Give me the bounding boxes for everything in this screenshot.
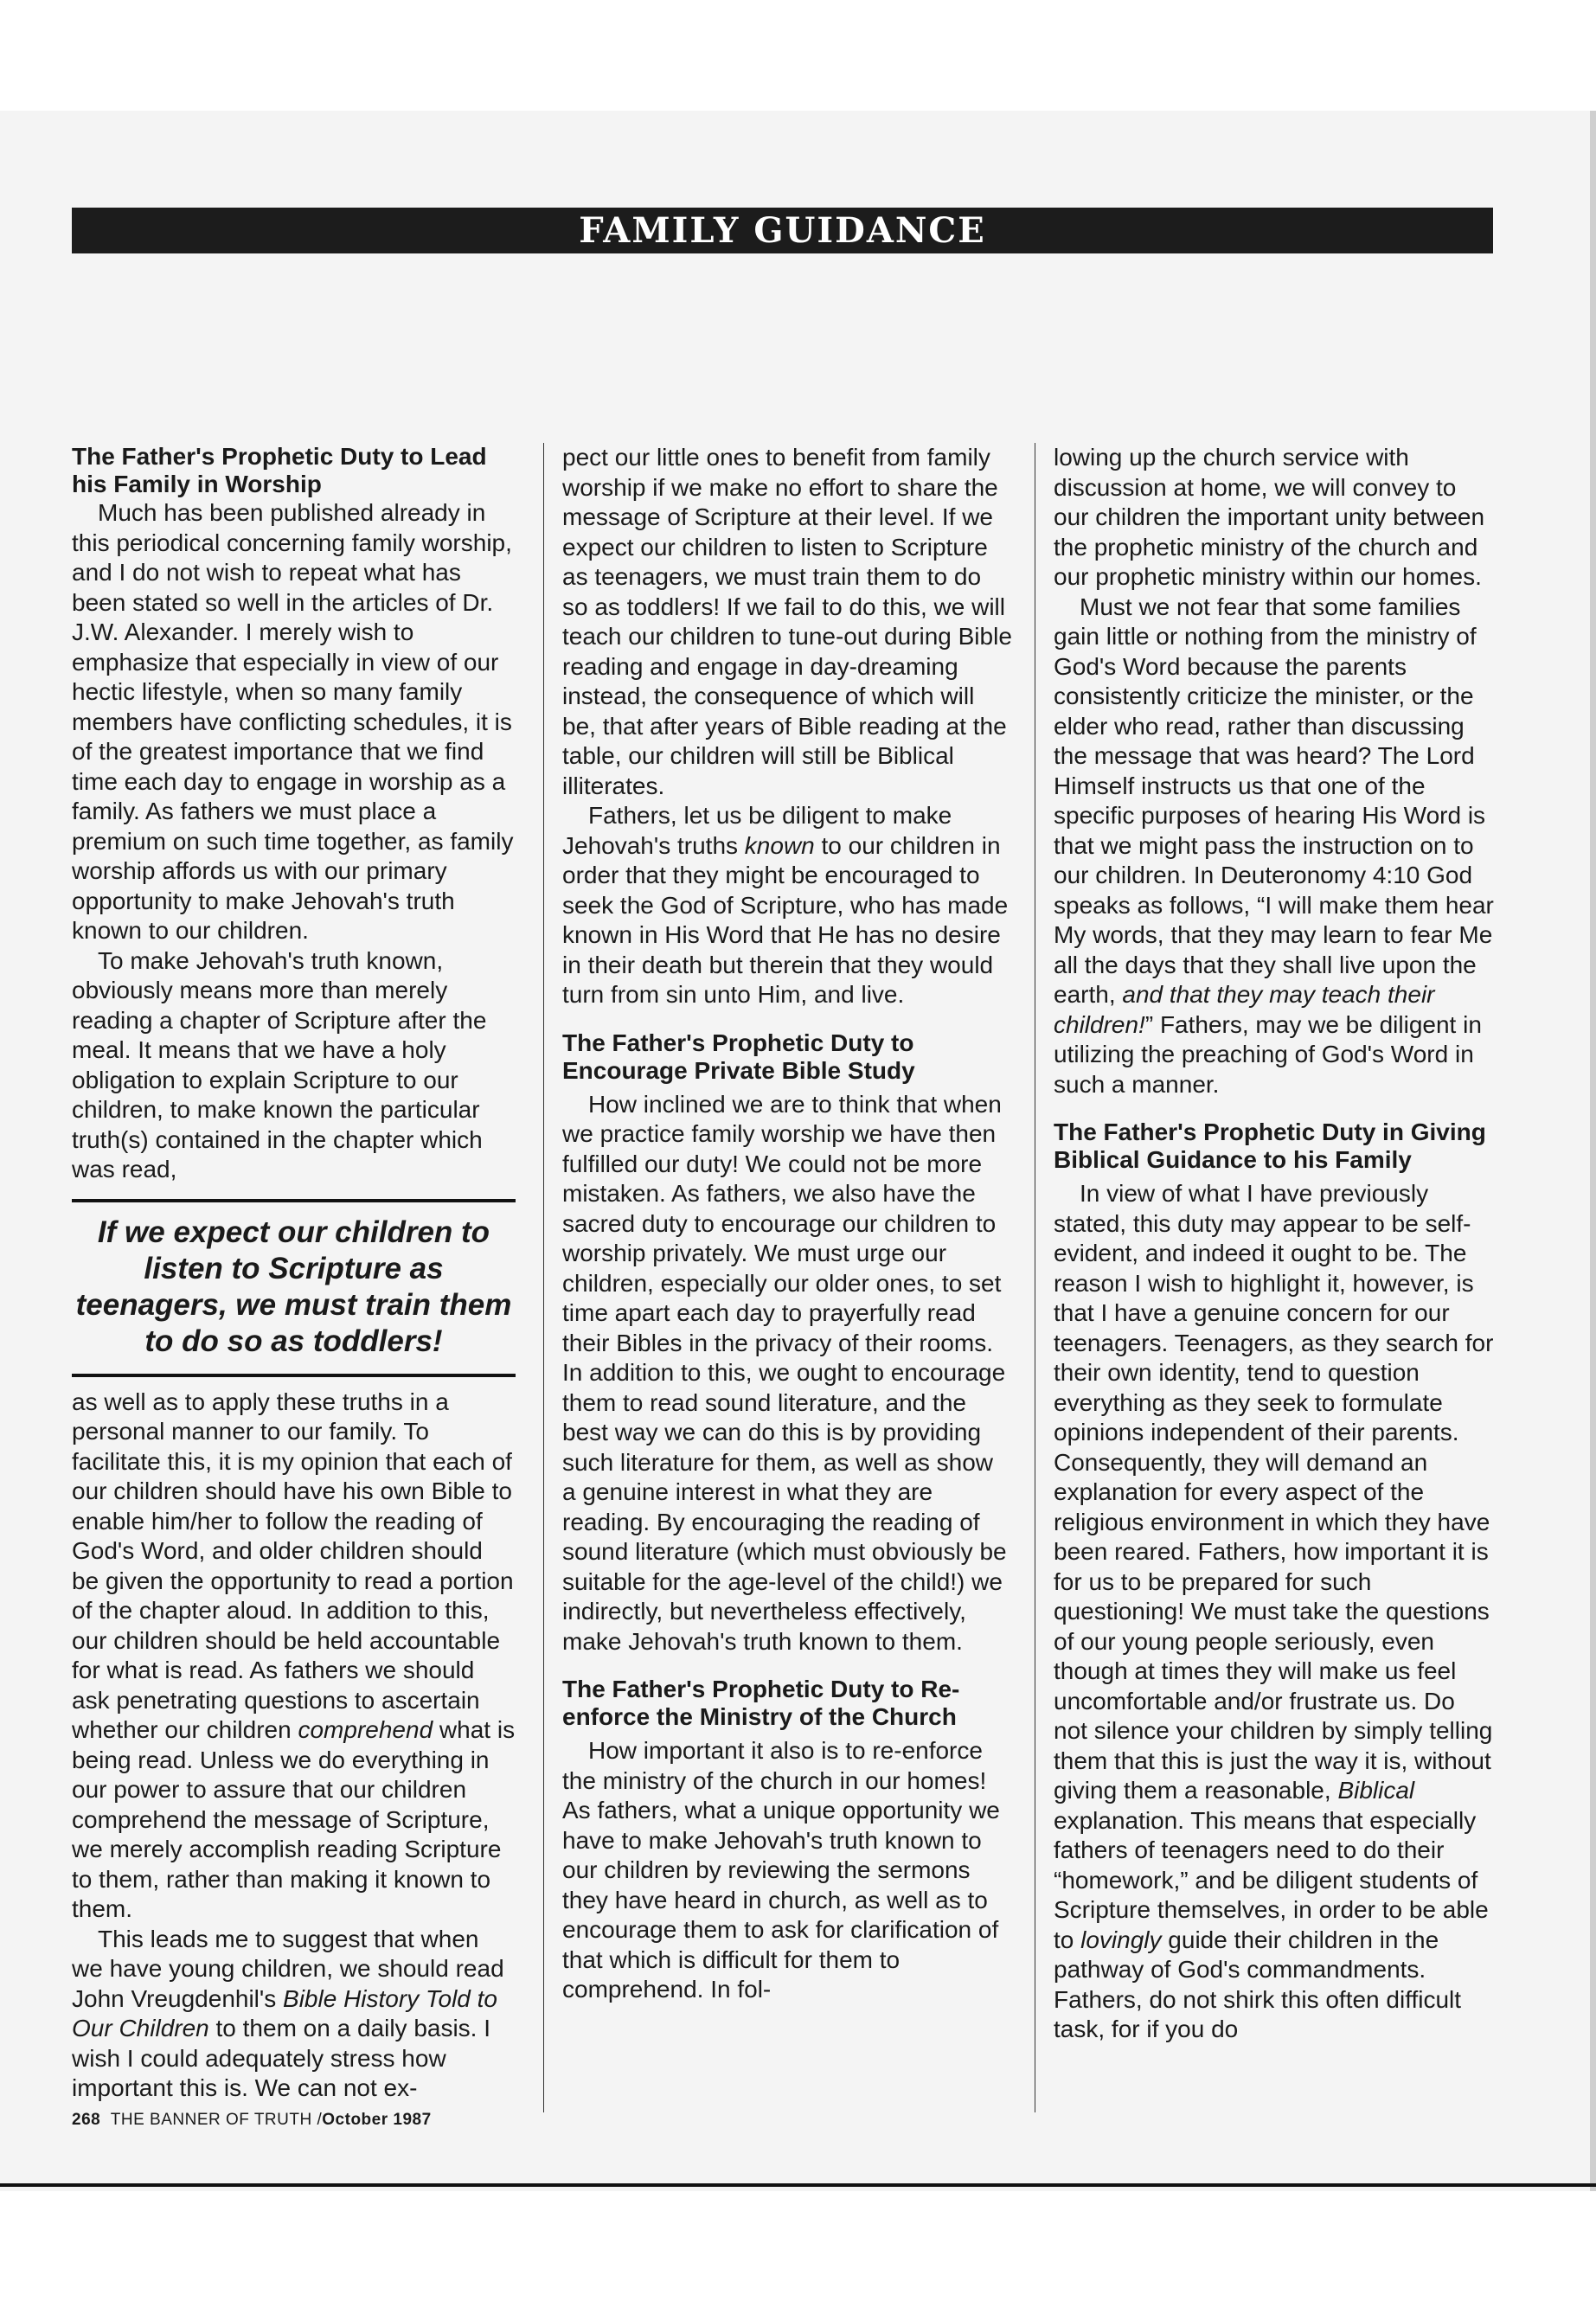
section-heading: The Father's Prophetic Duty in Giving Biblical Guidance to his Family: [1054, 1118, 1486, 1173]
column-3: [1054, 443, 1495, 2045]
paragraph: How inclined we are to think that when we practice family worship we have then fulfilled our duty! We could not be more mistaken. As fathers, we also have the sacred duty to encourage our children to worship privately. We must urge our children, especially our older ones, to set time apart each day to prayerfully read their Bibles in the privacy of their rooms. In addition to this, we ought to encourage them to read sound literature, and the best way we can do this is by providing such literature for them, as well as show a genuine interest in what they are reading. By encouraging the reading of sound literature (which must obviously be suitable for the age-level of the child!) we indirectly, but nevertheless effectively, make Jehovah's truth known to them.: [562, 1090, 1007, 1655]
section-heading: The Father's Prophetic Duty to Encourage Private Bible Study: [562, 1029, 915, 1084]
paragraph: In view of what I have previously stated, this duty may appear to be self-evident, and indeed it ought to be. The reason I wish to highlight it, however, is that I have a genuine concern for our teenagers. Teenagers, as they search for their own identity, tend to question everything as they seek to formulate opinions independent of their parents. Consequently, they will demand an explanation for every aspect of the religious environment in which they have been reared. Fathers, how important it is for us to be prepared for such questioning! We must take the questions of our young people seriously, even though at times they will make us feel uncomfortable and/or frustrate us. Do not silence your children by simply telling them that this is just the way it is, without giving them a reasonable, Biblical explanation. This means that especially fathers of teenagers need to do their “homework,” and be diligent students of Scripture themselves, in order to be able to lovingly guide their children in the pathway of God's commandments. Fathers, do not shirk this often difficult task, for if you do: [1054, 1180, 1494, 2042]
publication-name: THE BANNER OF TRUTH /: [110, 2111, 323, 2129]
top-margin: [0, 0, 1596, 111]
paragraph: as well as to apply these truths in a personal manner to our family. To facilitate this, it is my opinion that each of our children should have his own Bible to enable him/her to follow the reading of God's Word, and older children should be given the opportunity to read a portion of the chapter aloud. In addition to this, our children should be held accountable for what is read. As fathers we should ask penetrating questions to ascertain whether our children comprehend what is being read. Unless we do everything in our power to assure that our children comprehend the message of Scripture, we merely accomplish reading Scripture to them, rather than making it known to them.: [72, 1388, 516, 1922]
paragraph: pect our little ones to benefit from family worship if we make no effort to share the message of Scripture at their level. If we expect our children to listen to Scripture as teenagers, we must train them to do so as toddlers! If we fail to do this, we will teach our children to tune-out during Bible reading and engage in day-dreaming instead, the consequence of which will be, that after years of Bible reading at the table, our children will still be Biblical illiterates.: [562, 444, 1012, 799]
section-heading: The Father's Prophetic Duty to Re-enforce the Ministry of the Church: [562, 1676, 960, 1730]
page-edge: [1590, 111, 1596, 2191]
bottom-rule: [0, 2183, 1596, 2187]
issue-date: October 1987: [322, 2111, 432, 2129]
page-number: 268: [72, 2111, 101, 2129]
paragraph: This leads me to suggest that when we have young children, we should read John Vreugdenhil's Bible History Told to Our Children to them on a daily basis. I wish I could adequately stress how important this is. We can not ex-: [72, 1925, 504, 2101]
column-divider: [543, 443, 544, 2112]
column-1: [72, 443, 516, 2104]
paragraph: Much has been published already in this periodical concerning family worship, and I do not wish to repeat what has been stated so well in the articles of Dr. J.W. Alexander. I merely wish to emphasize that especially in view of our hectic lifestyle, when so many family members have conflicting schedules, it is of the greatest importance that we find time each day to engage in worship as a family. As fathers we must place a premium on such time together, as family worship affords us with our primary opportunity to make Jehovah's truth known to our children.: [72, 499, 514, 944]
pull-quote: If we expect our children to listen to Scripture as teenagers, we must train them to do so as toddlers!: [72, 1199, 516, 1377]
paragraph: Must we not fear that some families gain little or nothing from the ministry of God's Word because the parents consistently criticize the minister, or the elder who read, rather than discussing the message that was heard? The Lord Himself instructs us that one of the specific purposes of hearing His Word is that we might pass the instruction on to our children. In Deuteronomy 4:10 God speaks as follows, “I will make them hear My words, that they may learn to fear Me all the days that they shall live upon the earth, and that they may teach their children!” Fathers, may we be diligent in utilizing the preaching of God's Word in such a manner.: [1054, 593, 1494, 1098]
page-footer: [72, 2111, 432, 2130]
paragraph: How important it also is to re-enforce the ministry of the church in our homes! As fathers, what a unique opportunity we have to make Jehovah's truth known to our children by reviewing the sermons they have heard in church, as well as to encourage them to ask for clarification of that which is difficult for them to comprehend. In fol-: [562, 1737, 1000, 2003]
column-2: [562, 443, 1012, 2005]
paragraph: lowing up the church service with discussion at home, we will convey to our children the important unity between the prophetic ministry of the church and our prophetic ministry within our homes.: [1054, 444, 1485, 590]
section-heading: The Father's Prophetic Duty to Lead his Family in Worship: [72, 443, 487, 497]
paragraph: To make Jehovah's truth known, obviously means more than merely reading a chapter of Scripture after the meal. It means that we have a holy obligation to explain Scripture to our children, to make known the particular truth(s) contained in the chapter which was read,: [72, 946, 487, 1183]
section-banner: FAMILY GUIDANCE: [72, 208, 1493, 253]
paragraph: Fathers, let us be diligent to make Jehovah's truths known to our children in order that they might be encouraged to seek the God of Scripture, who has made known in His Word that He has no desire in their death but therein that they would turn from sin unto Him, and live.: [562, 802, 1009, 1008]
